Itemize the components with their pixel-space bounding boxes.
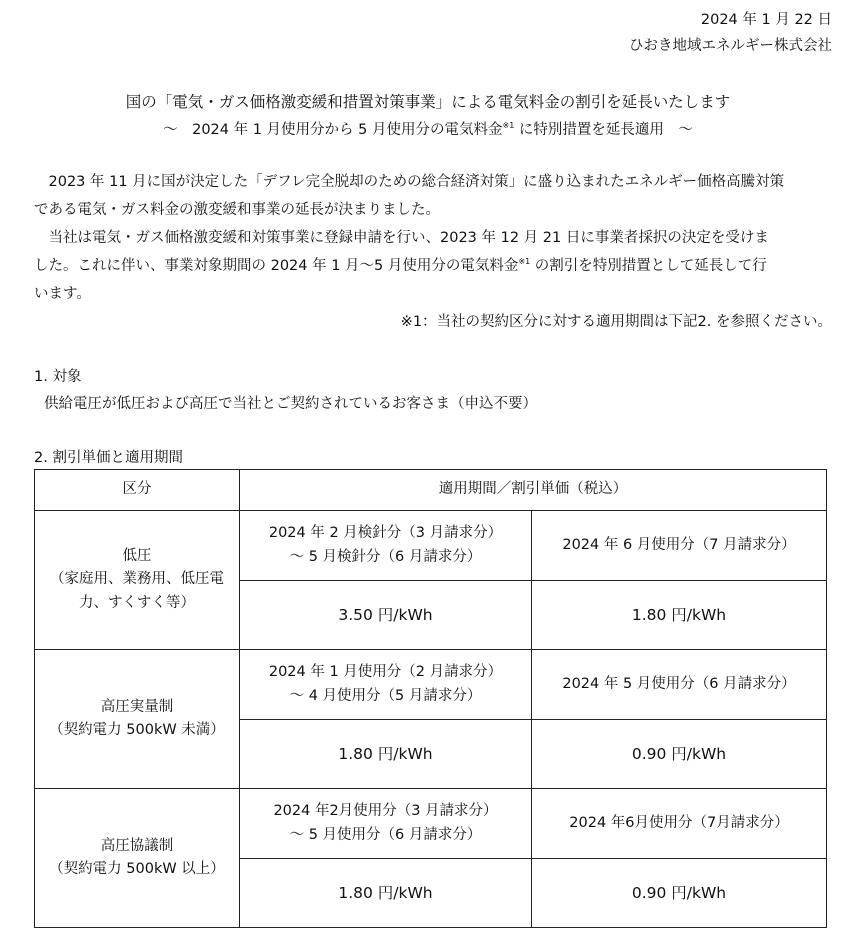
period-line: 2024 年 2 月検針分（3 月請求分） bbox=[268, 525, 503, 542]
subtitle-footnote-mark: ※1 bbox=[502, 121, 515, 131]
category-low-voltage bbox=[35, 511, 240, 650]
header-category: 区分 bbox=[35, 470, 240, 511]
category-name: 高圧実量制 bbox=[100, 698, 174, 715]
footnote-1: ※1：当社の契約区分に対する適用期間は下記2. を参照ください。 bbox=[400, 314, 832, 330]
paragraph-2-line-2 bbox=[34, 254, 767, 275]
category-high-voltage-metered bbox=[35, 650, 240, 789]
paragraph-1-line-1: 2023 年 11 月に国が決定した「デフレ完全脱却のための総合経済対策」に盛り込まれたエネルギー価格高騰対策 bbox=[34, 174, 785, 190]
category-note: （家庭用、業務用、低圧電 bbox=[50, 571, 224, 588]
category-note: （契約電力 500kW 以上） bbox=[49, 861, 225, 877]
category-name: 高圧協議制 bbox=[100, 837, 174, 854]
category-name: 低圧 bbox=[122, 548, 152, 565]
discount-rate-table bbox=[34, 469, 827, 928]
section-1-heading: 1. 対象 bbox=[34, 369, 82, 385]
section-2-heading: 2. 割引単価と適用期間 bbox=[34, 450, 183, 466]
period-cell: 2024 年 5 月使用分（6 月請求分） bbox=[532, 650, 827, 720]
period-cell bbox=[240, 650, 532, 720]
subtitle-text-end: に特別措置を延長適用 ～ bbox=[514, 122, 693, 138]
price-cell: 1.80 円/kWh bbox=[532, 581, 827, 650]
table-row-high-voltage-metered-period bbox=[35, 650, 827, 720]
period-cell bbox=[240, 789, 532, 859]
period-line: ～ 4 月使用分（5 月請求分） bbox=[289, 687, 482, 704]
table-row-low-voltage-period bbox=[35, 511, 827, 581]
paragraph-2-line-3: います。 bbox=[34, 286, 91, 302]
paragraph-1-line-2: である電気・ガス料金の激変緩和事業の延長が決まりました。 bbox=[34, 202, 440, 218]
price-cell: 3.50 円/kWh bbox=[240, 581, 532, 650]
period-line: ～ 5 月検針分（6 月請求分） bbox=[289, 548, 482, 565]
table-header-row bbox=[35, 470, 827, 511]
category-note: （契約電力 500kW 未満） bbox=[49, 722, 225, 738]
document-subtitle bbox=[0, 118, 856, 139]
category-high-voltage-negotiated bbox=[35, 789, 240, 928]
period-line: 2024 年2月使用分（3 月請求分） bbox=[273, 803, 498, 820]
header-period-price: 適用期間／割引単価（税込） bbox=[240, 470, 827, 511]
document-title: 国の「電気・ガス価格激変緩和措置対策事業」による電気料金の割引を延長いたします bbox=[125, 93, 731, 111]
price-cell: 0.90 円/kWh bbox=[532, 720, 827, 789]
table-row-high-voltage-negotiated-period bbox=[35, 789, 827, 859]
category-note: 力、すくすく等） bbox=[79, 594, 195, 611]
paragraph-2-line-2-text-end: の割引を特別措置として延長して行 bbox=[530, 258, 767, 274]
company-name: ひおき地域エネルギー株式会社 bbox=[629, 38, 832, 54]
period-cell: 2024 年 6 月使用分（7 月請求分） bbox=[532, 511, 827, 581]
price-cell: 0.90 円/kWh bbox=[532, 859, 827, 928]
period-cell: 2024 年6月使用分（7月請求分） bbox=[532, 789, 827, 859]
period-cell bbox=[240, 511, 532, 581]
paragraph-2-line-1: 当社は電気・ガス価格激変緩和対策事業に登録申請を行い、2023 年 12 月 21 日に事業者採択の決定を受けま bbox=[34, 230, 769, 246]
section-1-text: 供給電圧が低圧および高圧で当社とご契約されているお客さま（申込不要） bbox=[44, 396, 537, 412]
paragraph-2-line-2-text: した。これに伴い、事業対象期間の 2024 年 1 月～5 月使用分の電気料金 bbox=[34, 258, 519, 274]
subtitle-text: ～ 2024 年 1 月使用分から 5 月使用分の電気料金 bbox=[163, 122, 503, 138]
paragraph-footnote-mark: ※1 bbox=[518, 257, 531, 267]
document-date: 2024 年 1 月 22 日 bbox=[700, 12, 832, 28]
period-line: ～ 5 月使用分（6 月請求分） bbox=[289, 826, 482, 843]
price-cell: 1.80 円/kWh bbox=[240, 720, 532, 789]
price-cell: 1.80 円/kWh bbox=[240, 859, 532, 928]
period-line: 2024 年 1 月使用分（2 月請求分） bbox=[268, 664, 503, 681]
